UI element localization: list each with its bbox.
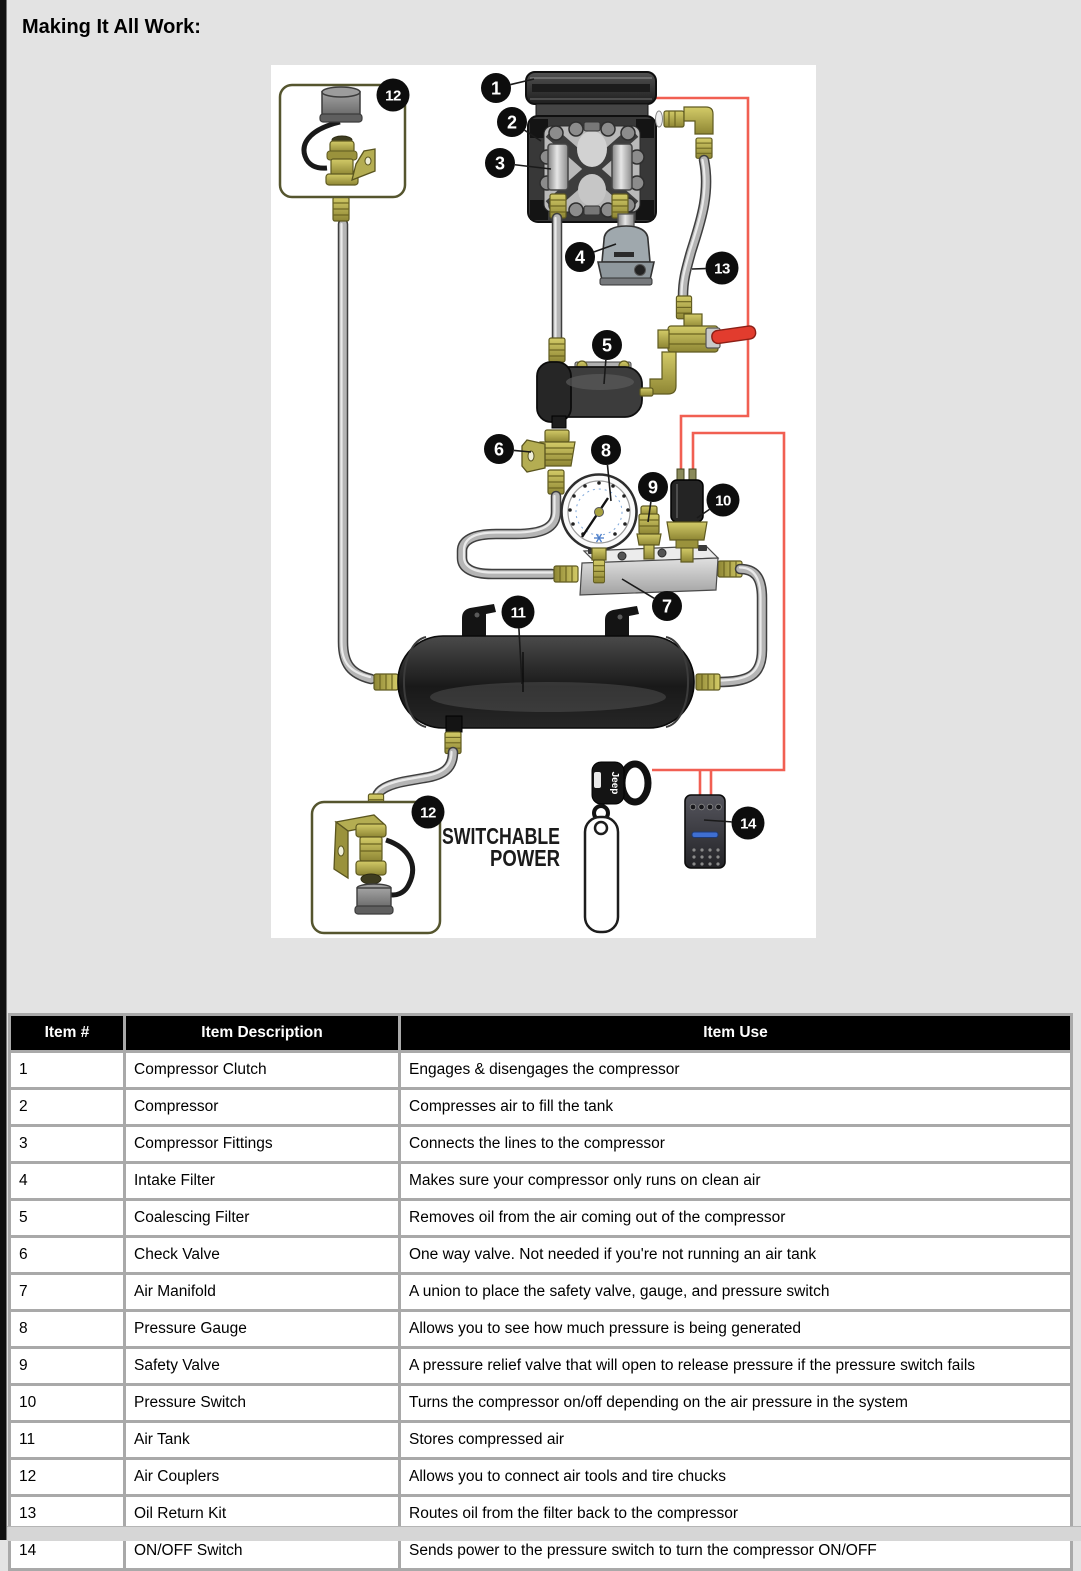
- table-cell: Removes oil from the air coming out of the compressor: [400, 1200, 1072, 1237]
- switchable-power-line1: SWITCHABLE: [442, 823, 560, 849]
- callout-number: 9: [648, 478, 658, 498]
- items-table-body: [10, 1052, 1072, 1570]
- table-cell: Pressure Gauge: [125, 1311, 400, 1348]
- table-cell: 1: [10, 1052, 125, 1089]
- table-cell: Compresses air to fill the tank: [400, 1089, 1072, 1126]
- brass-fitting: [549, 338, 565, 362]
- column-header-item-description: Item Description: [125, 1015, 400, 1052]
- table-cell: 14: [10, 1533, 125, 1570]
- table-cell: Air Manifold: [125, 1274, 400, 1311]
- table-cell: 2: [10, 1089, 125, 1126]
- table-cell: Routes oil from the filter back to the compressor: [400, 1496, 1072, 1533]
- table-cell: 11: [10, 1422, 125, 1459]
- table-cell: Safety Valve: [125, 1348, 400, 1385]
- intake-filter: [598, 214, 654, 285]
- table-cell: 12: [10, 1459, 125, 1496]
- compressor-clutch-pulley: [526, 72, 656, 116]
- table-cell: 8: [10, 1311, 125, 1348]
- key-ring: [622, 764, 648, 802]
- air-line-to-manifold: [462, 496, 556, 574]
- table-cell: Compressor Fittings: [125, 1126, 400, 1163]
- oil-return-hose: [682, 160, 707, 296]
- oil-return-fittings: [656, 107, 714, 158]
- switchable-power-line2: POWER: [490, 845, 560, 871]
- table-cell: 13: [10, 1496, 125, 1533]
- table-cell: 10: [10, 1385, 125, 1422]
- page-title: Making It All Work:: [22, 16, 201, 39]
- table-cell: Compressor Clutch: [125, 1052, 400, 1089]
- table-row: [10, 1237, 1072, 1274]
- diagram-canvas: [271, 65, 816, 938]
- callout-number: 10: [715, 493, 731, 510]
- bottom-strip: [7, 1526, 1081, 1541]
- callout-number: 11: [511, 605, 526, 622]
- air-line-tank-to-coupler: [376, 752, 454, 796]
- key-fob: [585, 762, 648, 932]
- table-cell: Engages & disengages the compressor: [400, 1052, 1072, 1089]
- table-cell: Connects the lines to the compressor: [400, 1126, 1072, 1163]
- table-cell: Stores compressed air: [400, 1422, 1072, 1459]
- table-row: [10, 1052, 1072, 1089]
- table-cell: Intake Filter: [125, 1163, 400, 1200]
- callout-number: 12: [385, 88, 401, 105]
- coupler-dust-cap: [355, 884, 393, 914]
- table-cell: 6: [10, 1237, 125, 1274]
- quick-coupler: [334, 815, 386, 884]
- callout-number: 8: [601, 441, 611, 461]
- callout-number: 1: [491, 79, 501, 99]
- brass-fitting: [374, 674, 398, 690]
- key-brand-label: Jeep: [609, 772, 620, 795]
- table-cell: Allows you to see how much pressure is being generated: [400, 1311, 1072, 1348]
- ball-valve: [650, 314, 756, 394]
- table-cell: 3: [10, 1126, 125, 1163]
- table-row: [10, 1348, 1072, 1385]
- brass-fitting: [333, 197, 349, 221]
- onoff-switch: [685, 795, 725, 868]
- table-cell: One way valve. Not needed if you're not running an air tank: [400, 1237, 1072, 1274]
- column-header-item-number: Item #: [10, 1015, 125, 1052]
- table-cell: 4: [10, 1163, 125, 1200]
- table-row: [10, 1385, 1072, 1422]
- air-line-left: [342, 224, 372, 679]
- table-row: [10, 1200, 1072, 1237]
- callout-number: 5: [602, 336, 612, 356]
- table-cell: 9: [10, 1348, 125, 1385]
- table-cell: Check Valve: [125, 1237, 400, 1274]
- callout-number: 12: [420, 805, 436, 822]
- coupler-dust-cap: [320, 87, 362, 122]
- table-cell: Air Couplers: [125, 1459, 400, 1496]
- callout-number: 7: [662, 597, 672, 617]
- table-cell: 7: [10, 1274, 125, 1311]
- callout-number: 14: [740, 816, 757, 833]
- compressor-system-diagram: [271, 65, 816, 938]
- table-row: [10, 1126, 1072, 1163]
- table-cell: Sends power to the pressure switch to turn the compressor ON/OFF: [400, 1533, 1072, 1570]
- table-cell: A pressure relief valve that will open to release pressure if the pressure switch fails: [400, 1348, 1072, 1385]
- brass-fitting: [548, 470, 564, 494]
- air-tank: [398, 604, 694, 732]
- table-row: [10, 1422, 1072, 1459]
- air-line-compressor-to-filter: [556, 218, 558, 340]
- brass-elbow: [650, 352, 676, 394]
- items-table: [8, 1013, 1073, 1571]
- table-row: [10, 1459, 1072, 1496]
- table-cell: Compressor: [125, 1089, 400, 1126]
- table-cell: Air Tank: [125, 1422, 400, 1459]
- brass-fitting: [696, 674, 720, 690]
- column-header-item-use: Item Use: [400, 1015, 1072, 1052]
- table-cell: 5: [10, 1200, 125, 1237]
- table-header-row: [10, 1015, 1072, 1052]
- table-cell: Turns the compressor on/off depending on the air pressure in the system: [400, 1385, 1072, 1422]
- table-cell: Pressure Switch: [125, 1385, 400, 1422]
- table-row: [10, 1311, 1072, 1348]
- table-row: [10, 1274, 1072, 1311]
- table-cell: Coalescing Filter: [125, 1200, 400, 1237]
- callout-number: 6: [494, 440, 504, 460]
- table-row: [10, 1163, 1072, 1200]
- page-left-border: [0, 0, 7, 1540]
- air-line-manifold-to-tank: [718, 568, 762, 683]
- table-row: [10, 1089, 1072, 1126]
- coalescing-filter: [537, 361, 653, 428]
- callout-number: 13: [714, 261, 730, 278]
- switch-indicator-bar: [692, 832, 718, 838]
- callout-number: 2: [507, 113, 517, 133]
- callout-number: 3: [495, 154, 505, 174]
- table-cell: A union to place the safety valve, gauge, and pressure switch: [400, 1274, 1072, 1311]
- table-cell: ON/OFF Switch: [125, 1533, 400, 1570]
- check-valve: [522, 430, 575, 472]
- table-cell: Makes sure your compressor only runs on clean air: [400, 1163, 1072, 1200]
- table-cell: Oil Return Kit: [125, 1496, 400, 1533]
- table-cell: Allows you to connect air tools and tire chucks: [400, 1459, 1072, 1496]
- callout-number: 4: [575, 248, 585, 268]
